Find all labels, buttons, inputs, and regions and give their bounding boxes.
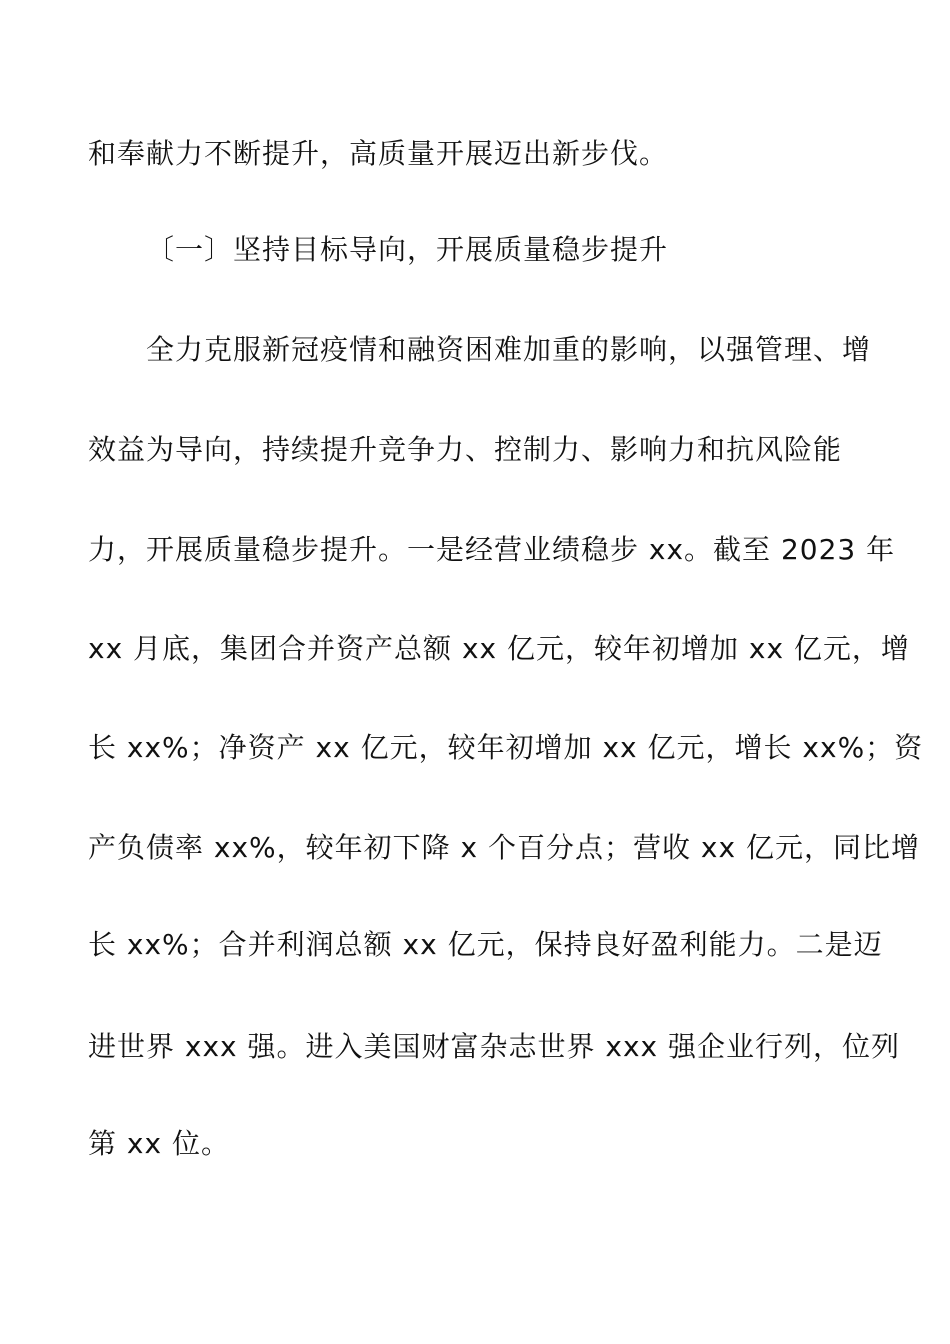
paragraph-line: 进世界 xxx 强。进入美国财富杂志世界 xxx 强企业行列，位列 — [88, 1030, 901, 1063]
paragraph-line: 力，开展质量稳步提升。一是经营业绩稳步 xx。截至 2023 年 — [88, 533, 896, 566]
paragraph-line: xx 月底，集团合并资产总额 xx 亿元，较年初增加 xx 亿元，增 — [88, 632, 910, 665]
paragraph-line: 和奉献力不断提升，高质量开展迈出新步伐。 — [88, 137, 669, 170]
paragraph-line: 产负债率 xx%，较年初下降 x 个百分点；营收 xx 亿元，同比增 — [88, 831, 920, 864]
paragraph-line: 第 xx 位。 — [88, 1127, 230, 1160]
section-heading: 〔一〕坚持目标导向，开展质量稳步提升 — [146, 233, 669, 266]
paragraph-line: 长 xx%；合并利润总额 xx 亿元，保持良好盈利能力。二是迈 — [88, 928, 883, 961]
paragraph-line: 长 xx%；净资产 xx 亿元，较年初增加 xx 亿元，增长 xx%；资 — [88, 731, 924, 764]
paragraph-line: 全力克服新冠疫情和融资困难加重的影响，以强管理、增 — [146, 333, 872, 366]
paragraph-line: 效益为导向，持续提升竞争力、控制力、影响力和抗风险能 — [88, 433, 843, 466]
